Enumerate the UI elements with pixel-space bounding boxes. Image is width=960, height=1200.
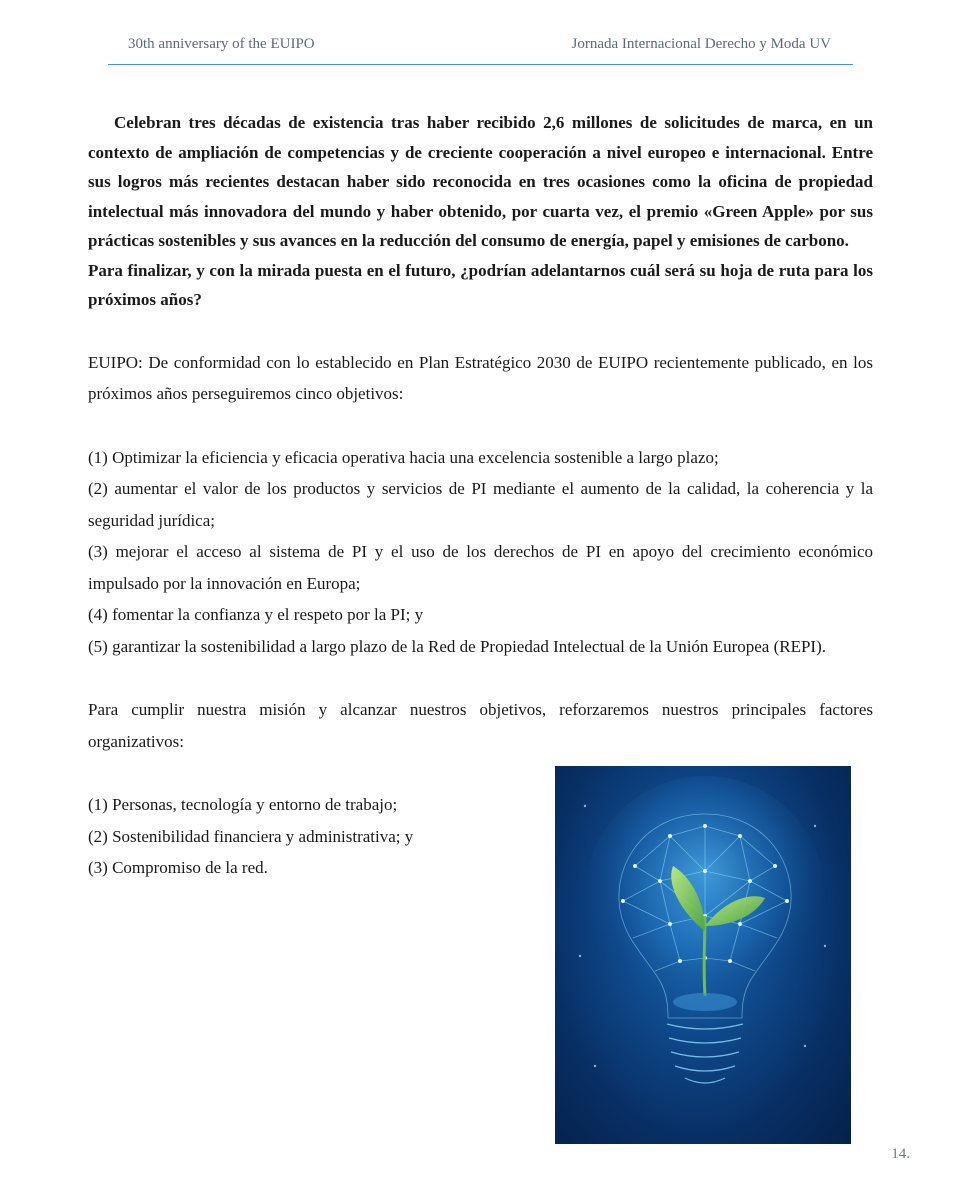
factor-item: (2) Sostenibilidad financiera y administrativa; y bbox=[88, 826, 414, 846]
page-header bbox=[108, 30, 853, 65]
interview-question-context: Celebran tres décadas de existencia tras haber recibido 2,6 millones de solicitudes de marca, en un contexto de ampliación de competencias y de creciente cooperación a nivel europeo e internacional. Entre sus logros más recientes destacan haber sido reconocida en tres ocasiones como la oficina de propiedad intelectual más innovadora del mundo y haber obtenido, por cuarta vez, el premio «Green Apple» por sus prácticas sostenibles y sus avances en la reducción del consumo de energía, papel y emisiones de carbono. bbox=[88, 113, 873, 250]
spacer bbox=[88, 410, 873, 442]
factor-item: (3) Compromiso de la red. bbox=[88, 858, 268, 877]
objective-item: (2) aumentar el valor de los productos y servicios de PI mediante el aumento de la calidad, la coherencia y la seguridad jurídica; bbox=[88, 479, 873, 530]
interview-question: Para finalizar, y con la mirada puesta en el futuro, ¿podrían adelantarnos cuál será su hoja de ruta para los próximos años? bbox=[88, 260, 873, 309]
header-left-title: 30th anniversary of the EUIPO bbox=[128, 36, 315, 52]
objective-item: (1) Optimizar la eficiencia y eficacia operativa hacia una excelencia sostenible a largo plazo; bbox=[88, 447, 719, 467]
spacer bbox=[88, 662, 873, 694]
page-number: 14. bbox=[891, 1146, 910, 1162]
lightbulb-sprout-illustration bbox=[555, 766, 851, 1144]
spacer bbox=[88, 315, 873, 347]
objective-item: (5) garantizar la sostenibilidad a largo plazo de la Red de Propiedad Intelectual de la Unión Europea (REPI). bbox=[88, 636, 826, 656]
objectives-list bbox=[88, 442, 873, 663]
answer-intro: EUIPO: De conformidad con lo establecido en Plan Estratégico 2030 de EUIPO recientemente publicado, en los próximos años perseguiremos cinco objetivos: bbox=[88, 352, 873, 403]
mission-intro: Para cumplir nuestra misión y alcanzar nuestros objetivos, reforzaremos nuestros principales factores organizativos: bbox=[88, 700, 873, 751]
header-right-title: Jornada Internacional Derecho y Moda UV bbox=[571, 36, 831, 52]
objective-item: (4) fomentar la confianza y el respeto por la PI; y bbox=[88, 605, 424, 624]
lightbulb-sprout-icon bbox=[555, 766, 851, 1144]
factor-item: (1) Personas, tecnología y entorno de trabajo; bbox=[88, 795, 398, 814]
objective-item: (3) mejorar el acceso al sistema de PI y el uso de los derechos de PI en apoyo del crecimiento económico impulsado por la innovación en Europa; bbox=[88, 542, 873, 593]
